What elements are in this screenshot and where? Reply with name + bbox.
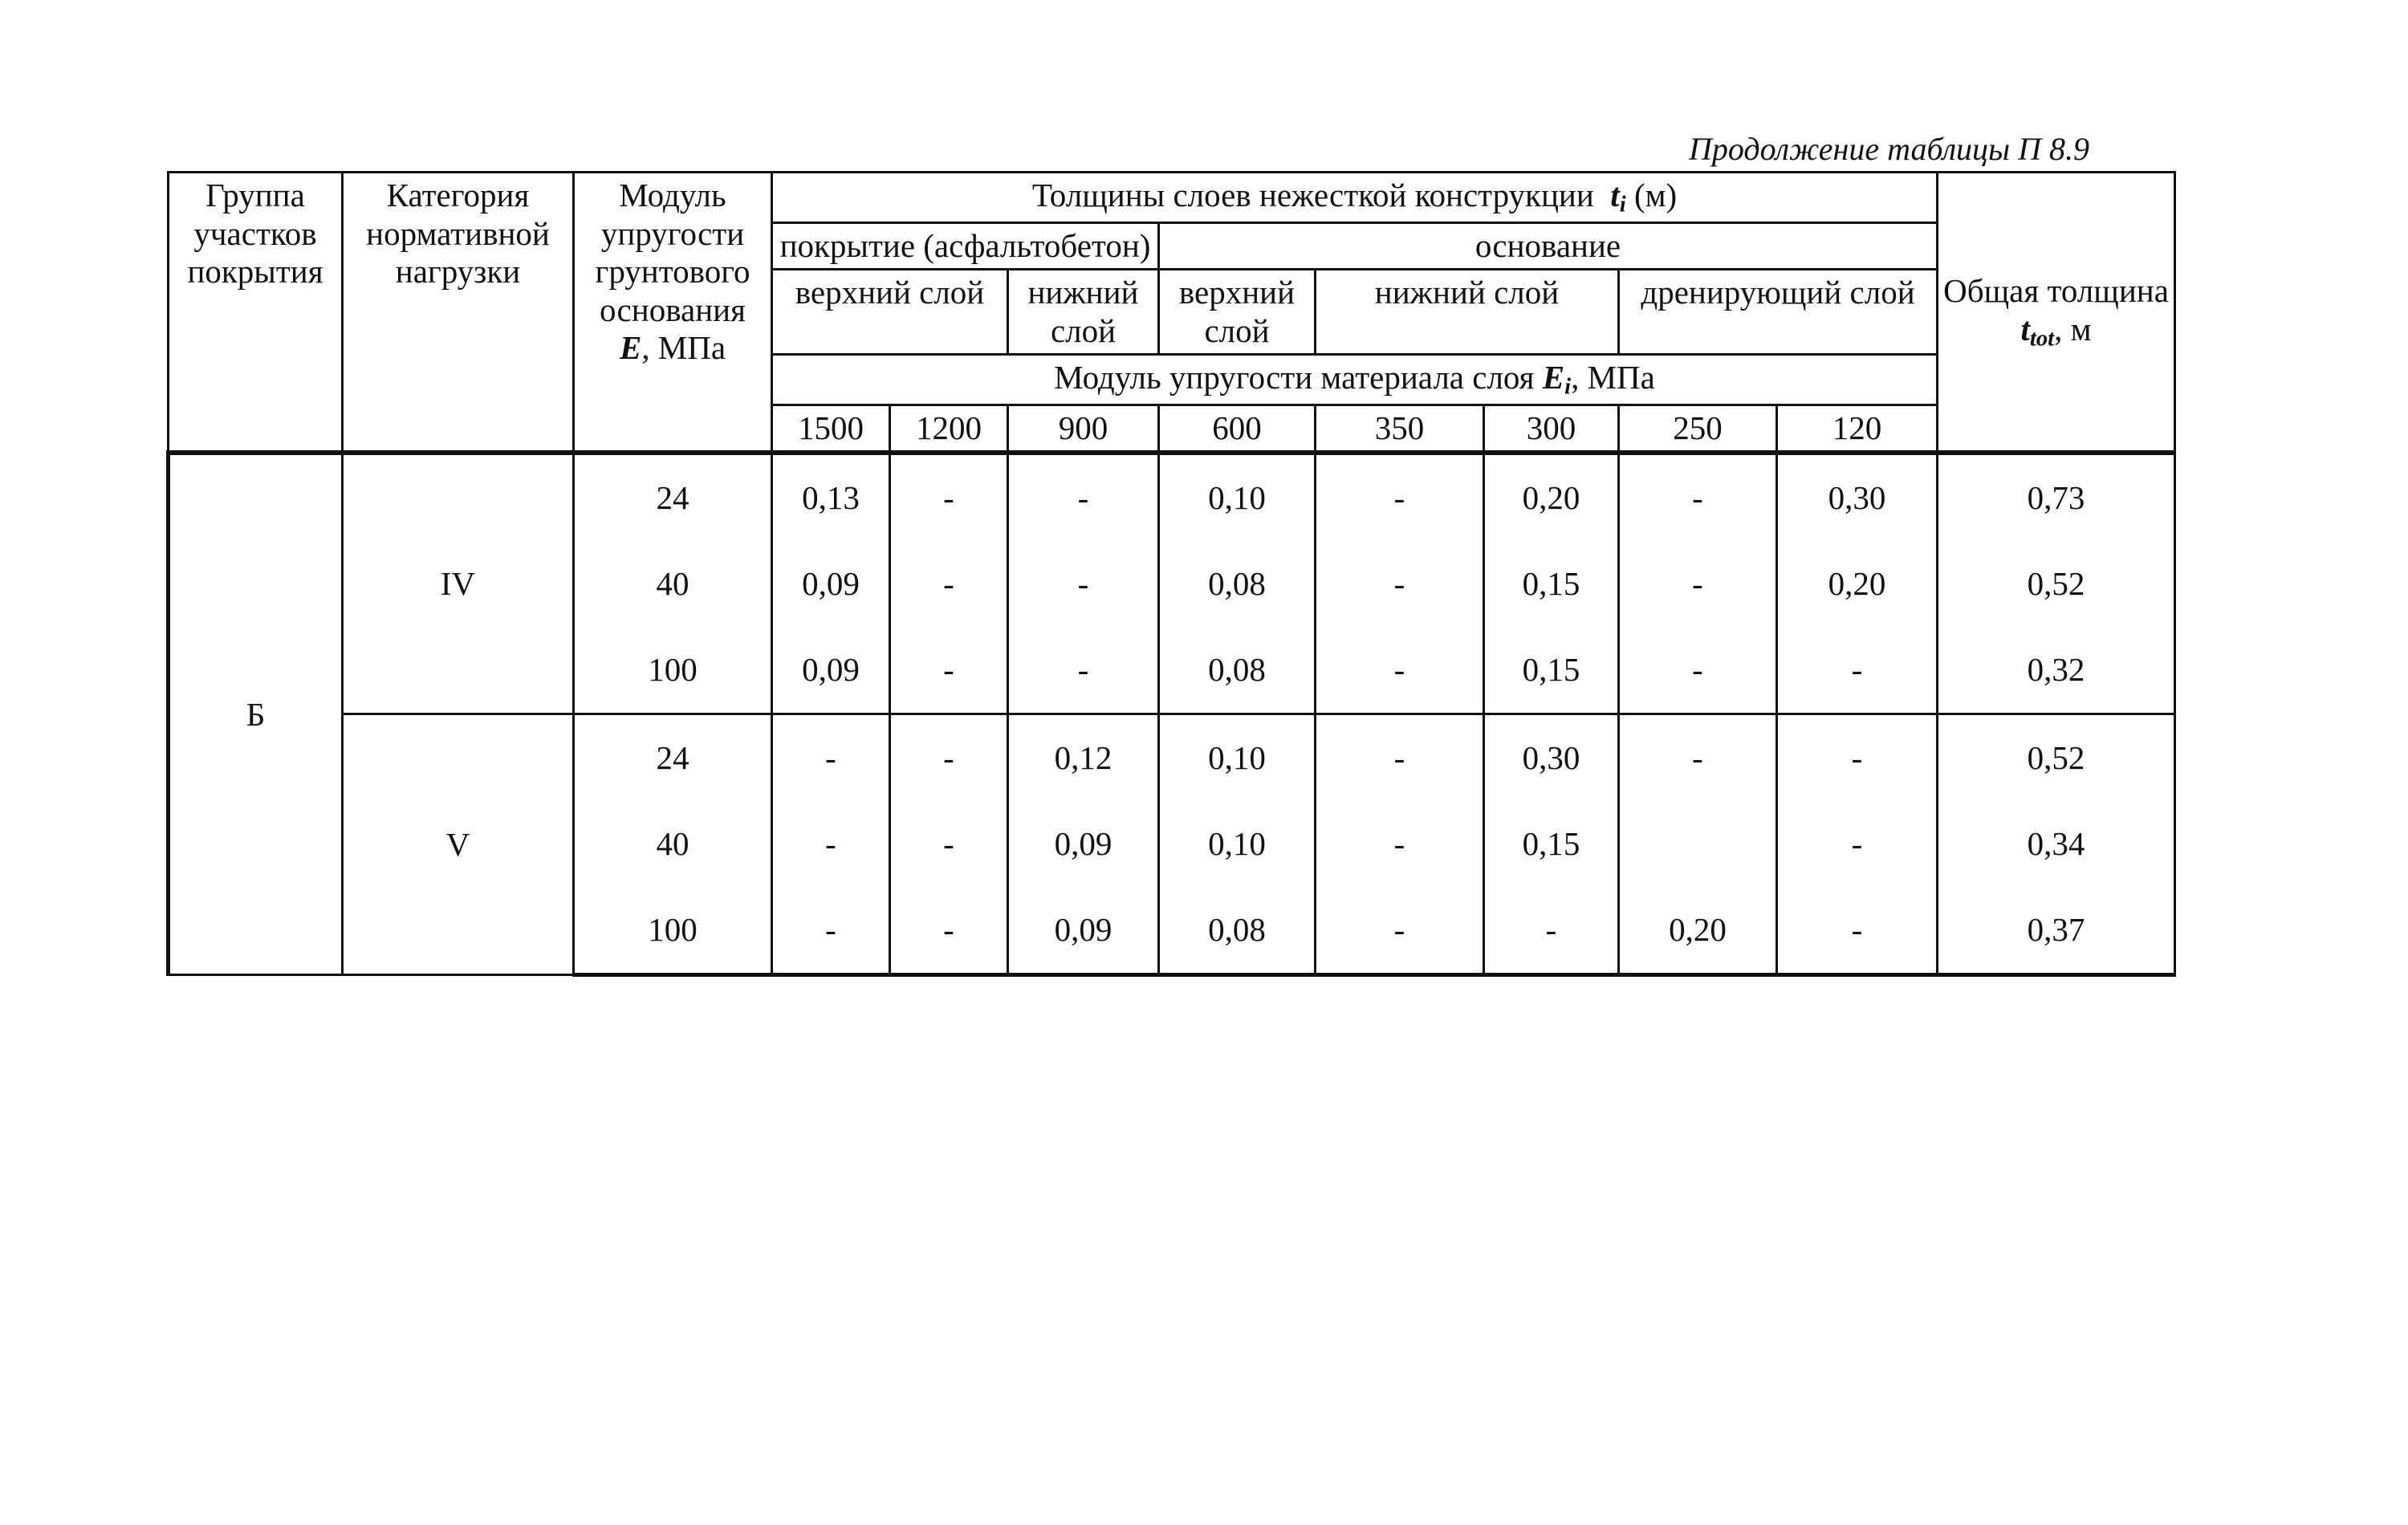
thickness-cell: - [1777,801,1938,887]
thickness-cell: - [772,714,890,802]
header-group: Группа участков покрытия [169,173,343,453]
thickness-cell: - [1008,541,1159,627]
modulus-350: 350 [1316,405,1484,453]
header-total-thickness: Общая толщина $t_{tot}$, м [1938,173,2175,453]
soil-modulus-cell: 40 [574,541,772,627]
thickness-cell: 0,12 [1008,714,1159,802]
header-material-modulus: Модуль упругости материала слоя $E_i$, МПа [772,355,1938,405]
header-coating: покрытие (асфальтобетон) [772,222,1159,270]
category-cell: IV [343,453,574,714]
thickness-cell: 0,10 [1159,801,1316,887]
modulus-900: 900 [1008,405,1159,453]
header-coating-top: верхний слой [772,270,1008,355]
thickness-cell: - [890,453,1008,541]
thickness-cell: 0,10 [1159,453,1316,541]
thickness-cell: - [1619,453,1777,541]
thickness-cell: 0,08 [1159,541,1316,627]
total-thickness-cell: 0,52 [1938,541,2175,627]
thickness-cell: - [1777,714,1938,802]
thickness-cell: - [1619,714,1777,802]
modulus-250: 250 [1619,405,1777,453]
soil-modulus-cell: 24 [574,453,772,541]
thickness-cell: - [1316,714,1484,802]
thickness-cell: 0,09 [1008,887,1159,975]
header-base-bottom: нижний слой [1316,270,1619,355]
thickness-cell: 0,09 [772,541,890,627]
thickness-cell: - [1316,453,1484,541]
soil-modulus-cell: 100 [574,887,772,975]
thickness-cell: 0,20 [1484,453,1619,541]
header-base-top: верхний слой [1159,270,1316,355]
thickness-cell: 0,15 [1484,541,1619,627]
thickness-cell: 0,15 [1484,801,1619,887]
header-coating-bottom: нижний слой [1008,270,1159,355]
table-body [169,453,2175,975]
total-thickness-cell: 0,32 [1938,627,2175,714]
thickness-cell: - [1316,801,1484,887]
thickness-cell: 0,20 [1777,541,1938,627]
thickness-cell: 0,13 [772,453,890,541]
header-base-drain: дренирующий слой [1619,270,1938,355]
header-soil-modulus: Модуль упругости грунтового основания E, МПа [574,173,772,453]
thickness-cell: 0,20 [1619,887,1777,975]
table-row [169,453,2175,541]
modulus-120: 120 [1777,405,1938,453]
thickness-cell: - [1619,627,1777,714]
thickness-cell: 0,09 [1008,801,1159,887]
header-thickness: Толщины слоев нежесткой конструкции $t_i$ (м) [772,173,1938,223]
total-thickness-cell: 0,52 [1938,714,2175,802]
thickness-cell: - [1316,887,1484,975]
thickness-cell: - [890,887,1008,975]
thickness-cell: 0,15 [1484,627,1619,714]
modulus-600: 600 [1159,405,1316,453]
thickness-cell: - [890,627,1008,714]
thickness-cell: 0,30 [1484,714,1619,802]
thickness-cell: - [772,887,890,975]
thickness-cell: 0,10 [1159,714,1316,802]
modulus-300: 300 [1484,405,1619,453]
thickness-cell: - [1316,541,1484,627]
thickness-cell: - [772,801,890,887]
header-base: основание [1159,222,1938,270]
thickness-cell: - [1484,887,1619,975]
thickness-cell: - [890,541,1008,627]
group-cell: Б [169,453,343,975]
thickness-cell: - [890,801,1008,887]
soil-modulus-cell: 40 [574,801,772,887]
thickness-cell: 0,09 [772,627,890,714]
soil-modulus-cell: 24 [574,714,772,802]
thickness-cell [1619,801,1777,887]
total-thickness-cell: 0,73 [1938,453,2175,541]
thickness-cell: - [1777,887,1938,975]
category-cell: V [343,714,574,975]
modulus-1200: 1200 [890,405,1008,453]
thickness-cell: - [1008,453,1159,541]
thickness-cell: 0,08 [1159,887,1316,975]
table-row [169,714,2175,802]
thickness-cell: - [890,714,1008,802]
thickness-cell: - [1777,627,1938,714]
total-thickness-cell: 0,34 [1938,801,2175,887]
thickness-cell: 0,30 [1777,453,1938,541]
thickness-cell: - [1619,541,1777,627]
thickness-cell: - [1008,627,1159,714]
thickness-cell: - [1316,627,1484,714]
header-category: Категория нормативной нагрузки [343,173,574,453]
table-header [169,173,2175,453]
data-table [166,171,2176,977]
modulus-1500: 1500 [772,405,890,453]
total-thickness-cell: 0,37 [1938,887,2175,975]
soil-modulus-cell: 100 [574,627,772,714]
thickness-cell: 0,08 [1159,627,1316,714]
table-caption: Продолжение таблицы П 8.9 [1689,131,2089,167]
